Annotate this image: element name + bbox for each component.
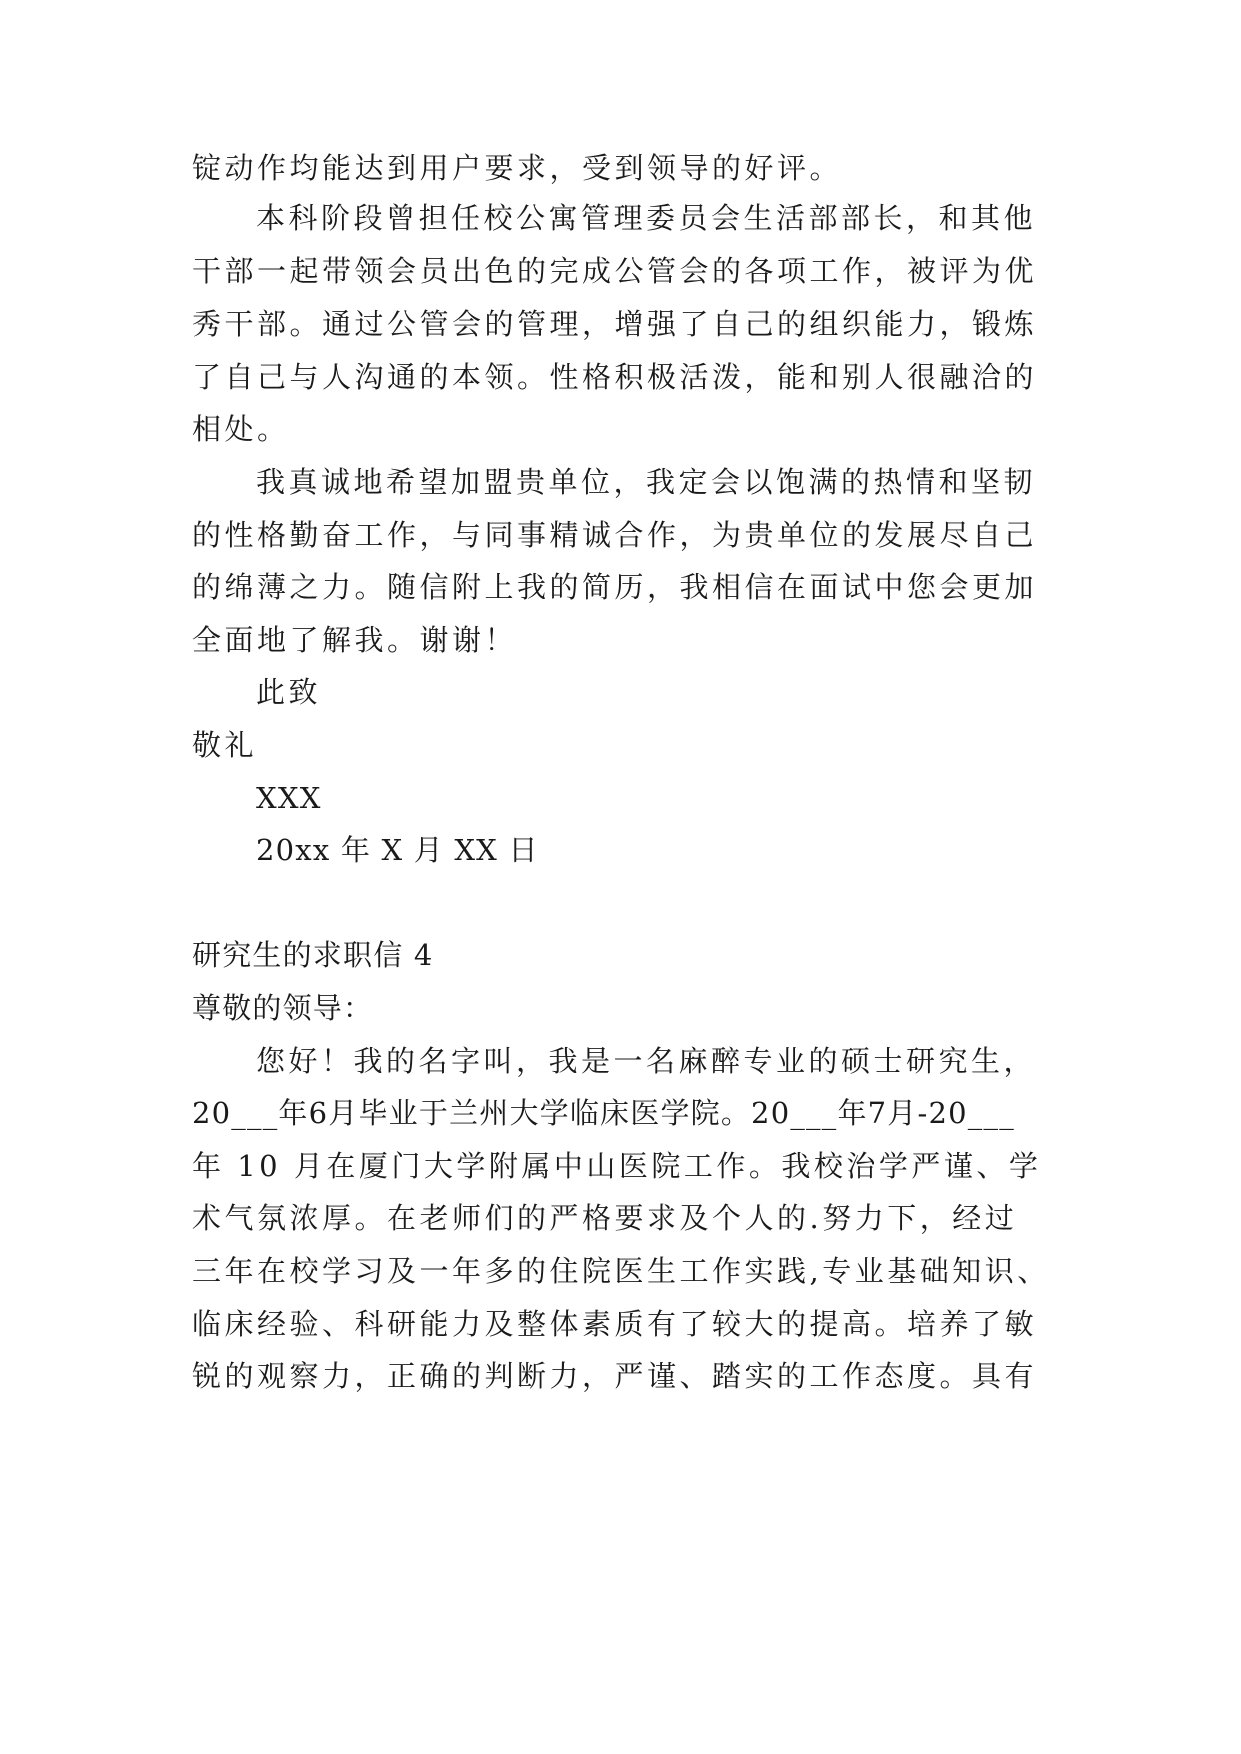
closing-line: 敬礼	[192, 728, 258, 762]
paragraph-line: 20___年6月毕业于兰州大学临床医学院。20___年7月-20___	[192, 1096, 1015, 1130]
paragraph-line: 的绵薄之力。随信附上我的简历，我相信在面试中您会更加	[192, 570, 1038, 604]
paragraph-line: 术气氛浓厚。在老师们的严格要求及个人的.努力下，经过	[192, 1201, 1018, 1235]
signature: XXX	[256, 781, 322, 815]
paragraph-line: 本科阶段曾担任校公寓管理委员会生活部部长，和其他	[256, 201, 1037, 235]
closing-line: 此致	[256, 675, 322, 709]
letter-date: 20xx 年 X 月 XX 日	[256, 833, 539, 867]
paragraph-line: 锐的观察力，正确的判断力，严谨、踏实的工作态度。具有	[192, 1359, 1038, 1393]
paragraph-line: 干部一起带领会员出色的完成公管会的各项工作，被评为优	[192, 254, 1038, 288]
paragraph-line: 全面地了解我。谢谢！	[192, 623, 518, 657]
paragraph-line: 相处。	[192, 412, 290, 446]
salutation: 尊敬的领导：	[192, 991, 374, 1025]
section-title: 研究生的求职信 4	[192, 938, 434, 972]
paragraph-line: 秀干部。通过公管会的管理，增强了自己的组织能力，锻炼	[192, 307, 1038, 341]
paragraph-line: 了自己与人沟通的本领。性格积极活泼，能和别人很融洽的	[192, 360, 1038, 394]
paragraph-line: 三年在校学习及一年多的住院医生工作实践,专业基础知识、	[192, 1254, 1050, 1288]
paragraph-line: 锭动作均能达到用户要求，受到领导的好评。	[192, 151, 843, 185]
paragraph-line: 的性格勤奋工作，与同事精诚合作，为贵单位的发展尽自己	[192, 518, 1038, 552]
paragraph-line: 年 10 月在厦门大学附属中山医院工作。我校治学严谨、学	[192, 1149, 1042, 1183]
paragraph-line: 我真诚地希望加盟贵单位，我定会以饱满的热情和坚韧	[256, 465, 1037, 499]
paragraph-line: 您好！我的名字叫，我是一名麻醉专业的硕士研究生，	[256, 1044, 1037, 1078]
paragraph-line: 临床经验、科研能力及整体素质有了较大的提高。培养了敏	[192, 1307, 1038, 1341]
